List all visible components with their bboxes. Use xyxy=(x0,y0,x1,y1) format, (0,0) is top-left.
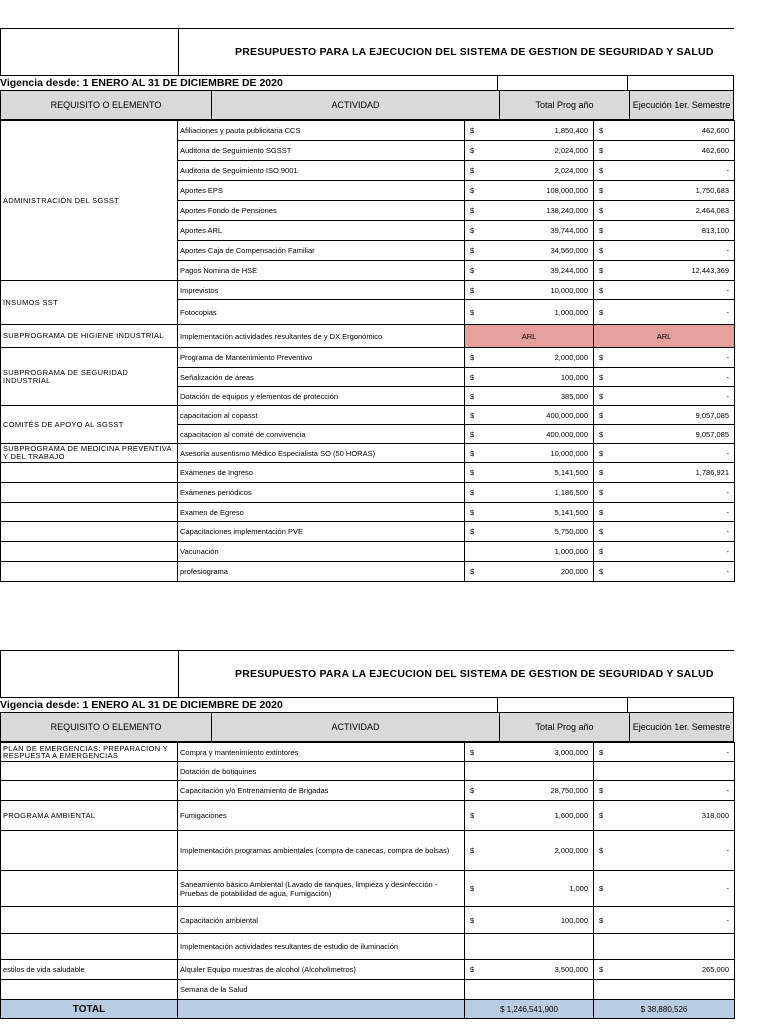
actividad-cell: Auditoria de Seguimiento ISO 9001 xyxy=(178,161,465,181)
ejecucion-cell: $ - xyxy=(594,562,735,582)
ejecucion-cell: $ - xyxy=(594,444,735,463)
vigencia-text: Vigencia desde: 1 ENERO AL 31 DE DICIEMBRE DE 2020 xyxy=(0,699,283,711)
total-cell: $ 3,500,000 xyxy=(465,960,594,980)
actividad-cell: Semana de la Salud xyxy=(178,980,465,1000)
requisito-cell-empty xyxy=(1,503,178,522)
actividad-cell: Fumigaciones xyxy=(178,801,465,831)
ejecucion-cell: $ - xyxy=(594,483,735,503)
table-row xyxy=(1,444,735,463)
ejecucion-cell: $ - xyxy=(594,161,735,181)
total-cell: $ 5,750,000 xyxy=(465,522,594,542)
vigencia-text: Vigencia desde: 1 ENERO AL 31 DE DICIEMBRE DE 2020 xyxy=(0,77,283,89)
total-cell-empty xyxy=(465,762,594,781)
actividad-cell: Aportes ARL xyxy=(178,221,465,241)
table-row xyxy=(1,960,735,980)
requisito-cell: COMITÉS DE APOYO AL SGSST xyxy=(1,406,178,444)
table-row xyxy=(1,121,735,141)
requisito-cell: SUBPROGRAMA DE HIGIENE INDUSTRIAL xyxy=(1,325,178,348)
ejecucion-cell: $ - xyxy=(594,387,735,406)
budget-sheet-2 xyxy=(0,650,734,1019)
ejecucion-cell: $ - xyxy=(594,281,735,300)
requisito-cell-empty xyxy=(1,871,178,907)
total-cell: $ 1,000 xyxy=(465,871,594,907)
total-ejecucion-value: $ 38,880,526 xyxy=(594,1000,735,1019)
total-cell: $ 2,024,000 xyxy=(465,141,594,161)
total-cell-arl: ARL xyxy=(465,325,594,348)
total-cell: $ 1,186,500 xyxy=(465,483,594,503)
requisito-cell: PLAN DE EMERGENCIAS: PREPARACION Y RESPUESTA A EMERGENCIAS xyxy=(1,743,178,762)
actividad-cell: Aportes Caja de Compensación Familiar xyxy=(178,241,465,261)
total-actividad-empty xyxy=(178,1000,465,1019)
title-row xyxy=(0,650,734,698)
header-actividad: ACTIVIDAD xyxy=(212,91,500,119)
actividad-cell: Programa de Mantenimiento Preventivo xyxy=(178,348,465,368)
logo-cell xyxy=(0,29,179,75)
total-cell: $ 39,244,000 xyxy=(465,261,594,281)
total-cell: $ 39,744,000 xyxy=(465,221,594,241)
requisito-cell-empty xyxy=(1,463,178,483)
table-row xyxy=(1,831,735,871)
total-label: TOTAL xyxy=(1,1000,178,1019)
actividad-cell: profesiograma xyxy=(178,562,465,582)
ejecucion-cell-arl: ARL xyxy=(594,325,735,348)
total-cell: $ 2,000,000 xyxy=(465,348,594,368)
table-row xyxy=(1,281,735,300)
column-header-row xyxy=(0,713,734,742)
total-cell: $ 1,000,000 xyxy=(465,300,594,325)
table-row xyxy=(1,781,735,801)
ejecucion-cell: $ 462,600 xyxy=(594,121,735,141)
header-requisito: REQUISITO O ELEMENTO xyxy=(0,713,212,741)
table-row xyxy=(1,348,735,368)
actividad-cell: Aportes Fondo de Pensiones xyxy=(178,201,465,221)
total-cell: $ 400,000,000 xyxy=(465,425,594,444)
header-actividad: ACTIVIDAD xyxy=(212,713,500,741)
ejecucion-cell: $ - xyxy=(594,831,735,871)
actividad-cell: Implementación actividades resultantes de estudio de iluminación xyxy=(178,934,465,960)
ejecucion-cell-empty xyxy=(594,762,735,781)
vigencia-row xyxy=(0,76,734,91)
ejecucion-cell: $ - xyxy=(594,542,735,562)
budget-table-2 xyxy=(0,742,735,1019)
actividad-cell: Implementación programas ambientales (compra de canecas, compra de bolsas) xyxy=(178,831,465,871)
actividad-cell: Compra y mantenimiento extintores xyxy=(178,743,465,762)
total-cell: $ 5,141,500 xyxy=(465,463,594,483)
actividad-cell: Exámenes periódicos xyxy=(178,483,465,503)
total-prog-value: $ 1,246,541,900 xyxy=(465,1000,594,1019)
actividad-cell: Exámenes de Ingreso xyxy=(178,463,465,483)
logo-cell xyxy=(0,651,179,697)
header-ejecucion: Ejecución 1er. Semestre xyxy=(630,713,734,741)
ejecucion-cell: $ - xyxy=(594,241,735,261)
actividad-cell: Dotación de botiquines xyxy=(178,762,465,781)
total-cell: $ 2,000,000 xyxy=(465,831,594,871)
ejecucion-cell: $ - xyxy=(594,368,735,387)
ejecucion-cell: $ 813,100 xyxy=(594,221,735,241)
total-cell: $ 10,000,000 xyxy=(465,281,594,300)
table-row xyxy=(1,463,735,483)
header-ejecucion: Ejecución 1er. Semestre xyxy=(630,91,734,119)
actividad-cell: Asesoria ausentismo Médico Especialista SO (50 HORAS) xyxy=(178,444,465,463)
requisito-cell-empty xyxy=(1,781,178,801)
actividad-cell: Pagos Nomina de HSE xyxy=(178,261,465,281)
ejecucion-cell: $ 265,000 xyxy=(594,960,735,980)
ejecucion-cell: $ 1,750,683 xyxy=(594,181,735,201)
ejecucion-cell: $ - xyxy=(594,781,735,801)
requisito-cell-empty xyxy=(1,934,178,960)
ejecucion-cell: $ - xyxy=(594,503,735,522)
total-row xyxy=(1,1000,735,1019)
table-row xyxy=(1,871,735,907)
ejecucion-cell: $ - xyxy=(594,871,735,907)
requisito-cell-empty xyxy=(1,562,178,582)
total-cell: $ 100,000 xyxy=(465,368,594,387)
requisito-cell: INSUMOS SST xyxy=(1,281,178,325)
table-row xyxy=(1,562,735,582)
total-cell: $ 385,000 xyxy=(465,387,594,406)
total-cell: $ 28,750,000 xyxy=(465,781,594,801)
budget-sheet-1 xyxy=(0,28,734,582)
ejecucion-cell: $ 9,057,085 xyxy=(594,425,735,444)
actividad-cell: Auditoria de Seguimiento SGSST xyxy=(178,141,465,161)
actividad-cell: Señalización de áreas xyxy=(178,368,465,387)
actividad-cell: Capacitación y/o Entrenamiento de Brigadas xyxy=(178,781,465,801)
requisito-cell: SUBPROGRAMA DE MEDICINA PREVENTIVA Y DEL TRABAJO xyxy=(1,444,178,463)
total-cell: $ 5,141,500 xyxy=(465,503,594,522)
total-cell: $ 138,240,000 xyxy=(465,201,594,221)
header-total: Total Prog año xyxy=(500,713,630,741)
column-header-row xyxy=(0,91,734,120)
actividad-cell: Dotación de equipos y elementos de protección xyxy=(178,387,465,406)
total-cell: $ 3,000,000 xyxy=(465,743,594,762)
total-cell-empty xyxy=(465,980,594,1000)
table-row xyxy=(1,934,735,960)
table-row xyxy=(1,406,735,425)
requisito-cell-empty xyxy=(1,980,178,1000)
actividad-cell: Capacitaciones implementación PVE xyxy=(178,522,465,542)
ejecucion-cell-empty xyxy=(594,980,735,1000)
table-row xyxy=(1,522,735,542)
actividad-cell: Vacunación xyxy=(178,542,465,562)
sheet-title: PRESUPUESTO PARA LA EJECUCION DEL SISTEMA DE GESTION DE SEGURIDAD Y SALUD xyxy=(235,668,714,680)
total-cell: $ 100,000 xyxy=(465,907,594,934)
requisito-cell: ADMINISTRACIÓN DEL SGSST xyxy=(1,121,178,281)
actividad-cell: capacitacion al copasst xyxy=(178,406,465,425)
total-cell: $ 2,024,000 xyxy=(465,161,594,181)
table-row xyxy=(1,801,735,831)
table-row xyxy=(1,325,735,348)
ejecucion-cell: $ 2,464,083 xyxy=(594,201,735,221)
requisito-cell-empty xyxy=(1,542,178,562)
requisito-cell-empty xyxy=(1,831,178,871)
ejecucion-cell: $ 318,000 xyxy=(594,801,735,831)
total-cell: 1,000,000 xyxy=(465,542,594,562)
table-row xyxy=(1,762,735,781)
table-row xyxy=(1,980,735,1000)
actividad-cell: Aportes EPS xyxy=(178,181,465,201)
actividad-cell: Examen de Egreso xyxy=(178,503,465,522)
actividad-cell: capacitacion al comité de convivencia xyxy=(178,425,465,444)
requisito-cell-empty xyxy=(1,522,178,542)
total-cell: $ 200,000 xyxy=(465,562,594,582)
requisito-cell-empty xyxy=(1,907,178,934)
table-row xyxy=(1,503,735,522)
requisito-cell: SUBPROGRAMA DE SEGURIDAD INDUSTRIAL xyxy=(1,348,178,406)
actividad-cell: Fotocopias xyxy=(178,300,465,325)
requisito-cell: PROGRAMA AMBIENTAL xyxy=(1,801,178,831)
actividad-cell: Alquiler Equipo muestras de alcohol (Alcoholimetros) xyxy=(178,960,465,980)
ejecucion-cell: $ 462,600 xyxy=(594,141,735,161)
total-cell: $ 108,000,000 xyxy=(465,181,594,201)
ejecucion-cell: $ - xyxy=(594,522,735,542)
ejecucion-cell: $ 1,786,921 xyxy=(594,463,735,483)
title-row xyxy=(0,28,734,76)
ejecucion-cell-empty xyxy=(594,934,735,960)
actividad-cell: Afiliaciones y pauta publicitaria CCS xyxy=(178,121,465,141)
requisito-cell: estilos de vida saludable xyxy=(1,960,178,980)
actividad-cell: Capacitación ambiental xyxy=(178,907,465,934)
total-cell-empty xyxy=(465,934,594,960)
ejecucion-cell: $ - xyxy=(594,348,735,368)
table-row xyxy=(1,542,735,562)
header-requisito: REQUISITO O ELEMENTO xyxy=(0,91,212,119)
actividad-cell: Saneamiento básico Ambiental (Lavado de tanques, limpieza y desinfección - Pruebas de potabilidad de agua, Fumigación) xyxy=(178,871,465,907)
total-cell: $ 1,600,000 xyxy=(465,801,594,831)
vigencia-row xyxy=(0,698,734,713)
requisito-cell-empty xyxy=(1,762,178,781)
ejecucion-cell: $ - xyxy=(594,907,735,934)
ejecucion-cell: $ - xyxy=(594,743,735,762)
header-total: Total Prog año xyxy=(500,91,630,119)
budget-table-1 xyxy=(0,120,735,582)
total-cell: $ 10,000,000 xyxy=(465,444,594,463)
actividad-cell: Imprevistos xyxy=(178,281,465,300)
table-row xyxy=(1,483,735,503)
sheet-title: PRESUPUESTO PARA LA EJECUCION DEL SISTEMA DE GESTION DE SEGURIDAD Y SALUD xyxy=(235,46,714,58)
table-row xyxy=(1,743,735,762)
ejecucion-cell: $ - xyxy=(594,300,735,325)
actividad-cell: Implementación actividades resultantes de y DX Ergonómico xyxy=(178,325,465,348)
requisito-cell-empty xyxy=(1,483,178,503)
total-cell: $ 34,560,000 xyxy=(465,241,594,261)
table-row xyxy=(1,907,735,934)
total-cell: $ 400,000,000 xyxy=(465,406,594,425)
ejecucion-cell: $ 12,443,369 xyxy=(594,261,735,281)
total-cell: $ 1,850,400 xyxy=(465,121,594,141)
ejecucion-cell: $ 9,057,085 xyxy=(594,406,735,425)
